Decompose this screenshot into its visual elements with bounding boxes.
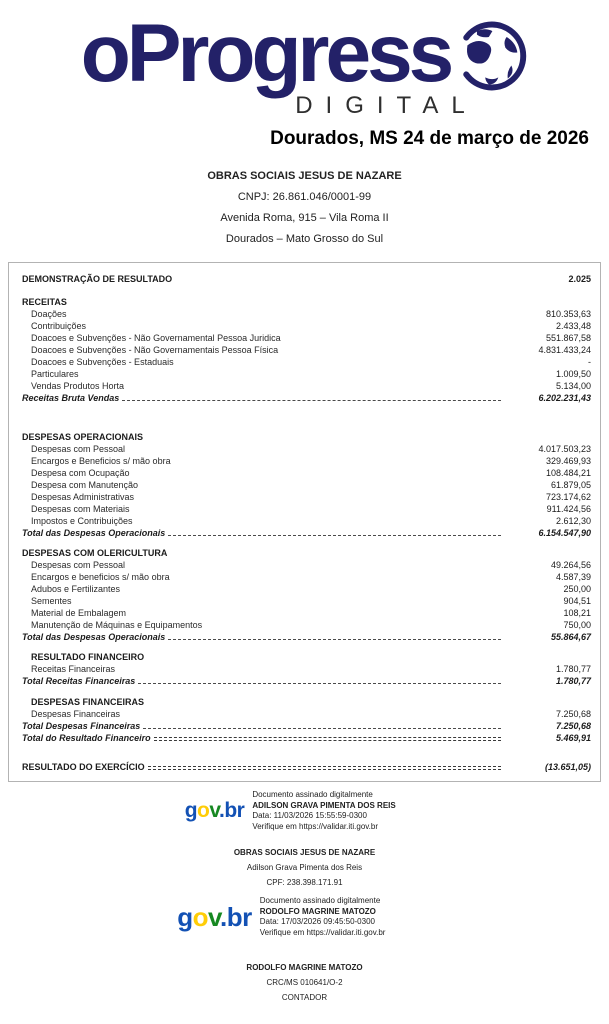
govbr-letter: o [192,901,208,932]
org-cnpj: CNPJ: 26.861.046/0001-99 [237,191,372,203]
row-label: Total Despesas Financeiras [22,721,141,731]
row-label: Impostos e Contribuições [31,516,133,526]
row-label: Despesa com Ocupação [31,468,130,478]
accountant-block [0,960,609,1005]
signature-text [260,896,432,938]
brand-subtitle: DIGITAL [295,92,478,119]
row-value: 4.831.433,24 [538,345,591,355]
statement-row [22,582,591,594]
signature-verify: Verifique em https://validar.iti.gov.br [259,927,386,937]
signature-line1: Documento assinado digitalmente [252,790,373,799]
statement-row [22,466,591,478]
row-label: RESULTADO DO EXERCÍCIO [22,762,145,772]
statement-row [22,514,591,526]
row-label: Manutenção de Máquinas e Equipamentos [31,620,203,630]
row-label: RECEITAS [22,297,67,307]
row-label: Despesas Administrativas [31,492,135,502]
row-label: Doações [31,309,67,319]
signature-area [0,790,609,1005]
row-value: 7.250,68 [555,709,591,719]
section-gap [22,538,591,546]
brand-wordmark: oProgress [80,8,451,99]
section-header-receitas [22,295,591,307]
row-value: 7.250,68 [555,721,591,731]
row-value: 810.353,63 [545,309,591,319]
govbr-letter: o [197,799,210,822]
row-label: Material de Embalagem [31,608,127,618]
entity-block [0,845,609,890]
row-label: Total das Despesas Operacionais [22,632,166,642]
statement-row [22,343,591,355]
globe-icon [452,18,528,94]
row-value: 723.174,62 [545,492,591,502]
row-value: 4.017.503,23 [538,444,591,454]
row-label: DESPESAS OPERACIONAIS [22,432,144,442]
total-row [22,674,591,686]
row-value: 551.867,58 [545,333,591,343]
row-value: 1.009,50 [555,369,591,379]
row-value: (13.651,05) [544,762,591,772]
govbr-letter: . [220,901,227,932]
row-label: Receitas Bruta Vendas [22,393,120,403]
govbr-logo [185,799,245,823]
row-label: Contribuições [31,321,87,331]
income-statement [8,262,601,782]
govbr-letter: . [218,799,225,822]
row-value: 61.879,05 [550,480,591,490]
section-gap [22,743,591,760]
result-row [22,760,591,772]
statement-title-row [22,272,591,284]
accountant-name: RODOLFO MAGRINE MATOZO [246,963,363,972]
org-header [0,166,609,250]
section-header-despesas-financeiras [22,695,591,707]
section-header-resultado-financeiro [22,650,591,662]
statement-row [22,454,591,466]
row-value: 250,00 [563,584,591,594]
signer-name: RODOLFO MAGRINE MATOZO [259,906,376,916]
org-city: Dourados – Mato Grosso do Sul [225,233,384,245]
row-value: - [588,357,591,367]
row-value: 108,21 [563,608,591,618]
row-value: 108.484,21 [545,468,591,478]
org-name: OBRAS SOCIAIS JESUS DE NAZARE [207,170,402,182]
signer-name: ADILSON GRAVA PIMENTA DOS REIS [252,800,396,810]
signature-block-1 [0,790,609,832]
row-label: Total Receitas Financeiras [22,676,136,686]
row-value: 5.469,91 [555,733,591,743]
govbr-letter: v [209,799,219,822]
statement-row [22,490,591,502]
total-row [22,630,591,642]
row-value: 4.587,39 [555,572,591,582]
row-value: 6.202.231,43 [538,393,591,403]
govbr-letter: br [224,799,245,822]
signature-line1: Documento assinado digitalmente [259,896,381,905]
statement-row [22,307,591,319]
statement-title: DEMONSTRAÇÃO DE RESULTADO [22,274,173,284]
statement-row [22,594,591,606]
govbr-letter: g [177,901,193,932]
row-label: Despesas com Pessoal [31,560,126,570]
brand-logo [80,8,529,99]
row-label: Sementes [31,596,72,606]
row-value: 1.780,77 [555,664,591,674]
section-gap [22,686,591,695]
signature-date: Data: 17/03/2026 09:45:50-0300 [259,917,375,926]
signature-date: Data: 11/03/2026 15:55:59-0300 [252,811,367,820]
statement-row [22,367,591,379]
row-value: 904,51 [563,596,591,606]
statement-row [22,606,591,618]
statement-row [22,558,591,570]
org-address: Avenida Roma, 915 – Vila Roma II [220,212,389,224]
total-row [22,719,591,731]
row-label: DESPESAS COM OLERICULTURA [22,548,168,558]
entity-cpf: CPF: 238.398.171.91 [266,878,343,887]
row-value: 2.433,48 [555,321,591,331]
row-label: Despesas com Materiais [31,504,130,514]
section-gap [22,642,591,650]
statement-row [22,442,591,454]
row-value: 750,00 [563,620,591,630]
row-label: Despesa com Manutenção [31,480,139,490]
statement-row [22,662,591,674]
statement-row [22,331,591,343]
row-value: 6.154.547,90 [538,528,591,538]
statement-row [22,478,591,490]
row-label: Receitas Financeiras [31,664,116,674]
row-label: Doacoes e Subvenções - Não Governamental Pessoa Juridica [31,333,281,343]
row-label: Particulares [31,369,79,379]
row-label: Total das Despesas Operacionais [22,528,166,538]
row-value: 329.469,93 [545,456,591,466]
total-row [22,526,591,538]
dateline: Dourados, MS 24 de março de 2026 [270,128,589,149]
accountant-role: CONTADOR [281,993,328,1002]
row-label: Encargos e beneficios s/ mão obra [31,572,170,582]
entity-name: OBRAS SOCIAIS JESUS DE NAZARE [233,848,376,857]
statement-row [22,707,591,719]
signature-verify: Verifique em https://validar.iti.gov.br [252,821,379,831]
accountant-crc: CRC/MS 010641/O-2 [266,978,343,987]
row-value: 2.612,30 [555,516,591,526]
entity-person: Adilson Grava Pimenta dos Reis [246,863,363,872]
govbr-letter: v [208,901,221,932]
row-label: Adubos e Fertilizantes [31,584,121,594]
signature-block-2 [0,896,609,938]
brand-header [0,0,609,120]
row-label: Despesas com Pessoal [31,444,126,454]
row-label: Despesas Financeiras [31,709,121,719]
row-label: DESPESAS FINANCEIRAS [31,697,145,707]
row-value: 1.780,77 [555,676,591,686]
row-value: 55.864,67 [550,632,591,642]
statement-row [22,570,591,582]
row-value: 911.424,56 [546,504,591,514]
row-value: 49.264,56 [550,560,591,570]
section-gap [22,403,591,430]
statement-row [22,502,591,514]
row-label: Total do Resultado Financeiro [22,733,151,743]
statement-year: 2.025 [568,274,591,284]
row-label: Doacoes e Subvenções - Não Governamentais Pessoa Física [31,345,279,355]
statement-row [22,355,591,367]
statement-row [22,618,591,630]
total-row [22,391,591,403]
total-row [22,731,591,743]
row-label: Vendas Produtos Horta [31,381,125,391]
section-header-despesas-operacionais [22,430,591,442]
statement-row [22,379,591,391]
govbr-letter: br [226,901,252,932]
section-header-olericultura [22,546,591,558]
row-label: RESULTADO FINANCEIRO [31,652,145,662]
signature-text [252,790,424,832]
statement-row [22,319,591,331]
row-label: Encargos e Beneficios s/ mão obra [31,456,171,466]
govbr-letter: g [184,799,198,822]
govbr-logo [177,902,252,933]
row-label: Doacoes e Subvenções - Estaduais [31,357,174,367]
row-value: 5.134,00 [555,381,591,391]
